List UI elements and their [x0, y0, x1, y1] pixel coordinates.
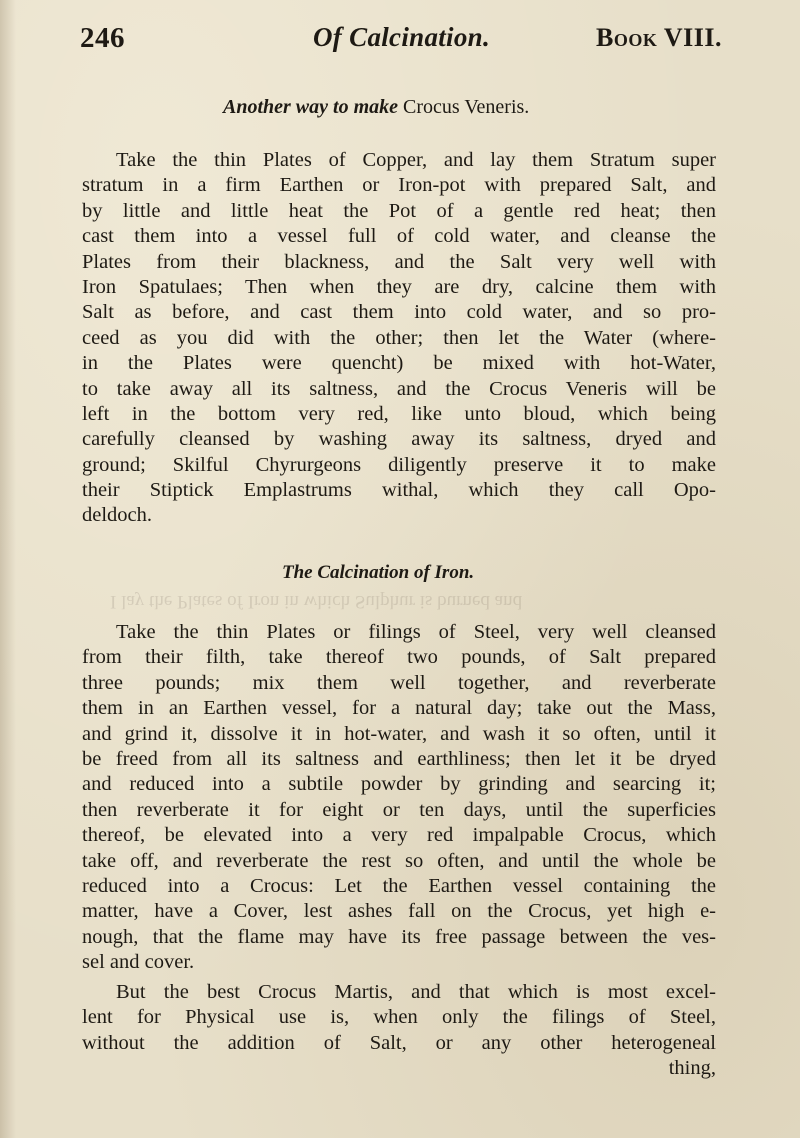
paragraph-crocus-veneris [82, 148, 716, 529]
text-line: reduced into a Crocus: Let the Earthen vessel containing the [82, 874, 716, 897]
text-line: Take the thin Plates or filings of Steel, very well cleansed [116, 621, 716, 643]
text-line: But the best Crocus Martis, and that which is most excel- [116, 981, 716, 1003]
catchword: thing, [668, 1057, 716, 1080]
text-line: thereof, be elevated into a very red impalpable Crocus, which [82, 824, 716, 847]
text-line: deldoch. [82, 504, 153, 527]
text-line: and grind it, dissolve it in hot-water, and wash it so often, until it [82, 722, 716, 745]
heading-roman-part: Crocus Veneris. [403, 96, 530, 118]
section-heading-calcination-of-iron: The Calcination of Iron. [282, 562, 475, 583]
text-line: to take away all its saltness, and the Crocus Veneris will be [82, 377, 716, 400]
paragraph-crocus-martis [82, 980, 716, 1082]
text-line: be freed from all its saltness and earthliness; then let it be dryed [82, 747, 716, 770]
page-number: 246 [80, 22, 125, 54]
text-line: in the Plates were quencht) be mixed with hot-Water, [82, 352, 716, 375]
running-title: Of Calcination. [313, 22, 491, 52]
text-line: Iron Spatulaes; Then when they are dry, calcine them with [82, 275, 716, 298]
text-line: sel and cover. [82, 951, 195, 974]
running-header [80, 22, 722, 62]
text-line: matter, have a Cover, lest ashes fall on the Crocus, yet high e- [82, 900, 716, 923]
text-line: them in an Earthen vessel, for a natural day; take out the Mass, [82, 697, 716, 720]
text-line: then reverberate it for eight or ten days, until the superficies [82, 798, 716, 821]
text-line: cast them into a vessel full of cold water, and cleanse the [82, 225, 716, 248]
book-label: Book VIII. [595, 23, 722, 52]
heading-italic-part: Another way to make [223, 96, 399, 118]
text-line: ground; Skilful Chyrurgeons diligently preserve it to make [82, 453, 716, 476]
text-line: from their filth, take thereof two pounds, of Salt prepared [82, 646, 716, 669]
text-line: by little and little heat the Pot of a gentle red heat; then [82, 199, 716, 222]
text-line: ceed as you did with the other; then let the Water (where- [82, 326, 716, 349]
page-edge-shadow [0, 0, 16, 1138]
text-line: and reduced into a subtile powder by grinding and searcing it; [82, 773, 716, 796]
text-line: left in the bottom very red, like unto bloud, which being [82, 402, 716, 425]
text-line: three pounds; mix them well together, and reverberate [82, 671, 716, 694]
text-line: carefully cleansed by washing away its saltness, dryed and [82, 428, 716, 451]
text-line: their Stiptick Emplastrums withal, which they call Opo- [82, 479, 716, 502]
text-line: lent for Physical use is, when only the filings of Steel, [82, 1006, 716, 1029]
text-line: stratum in a firm Earthen or Iron-pot with prepared Salt, and [82, 174, 716, 197]
text-line: take off, and reverberate the rest so often, and until the whole be [82, 849, 716, 872]
paragraph-calcination-of-iron [82, 620, 716, 975]
text-line: without the addition of Salt, or any other heterogeneal [82, 1031, 716, 1054]
section-heading-crocus-veneris [223, 96, 529, 119]
show-through-text: I lay the Plates of Iron in which Sulphur is burned and [110, 591, 523, 612]
text-line: Take the thin Plates of Copper, and lay them Stratum super [116, 149, 716, 171]
text-line: Salt as before, and cast them into cold water, and so pro- [82, 301, 716, 324]
text-line: nough, that the flame may have its free passage between the ves- [82, 925, 716, 948]
text-line: Plates from their blackness, and the Salt very well with [82, 250, 716, 273]
